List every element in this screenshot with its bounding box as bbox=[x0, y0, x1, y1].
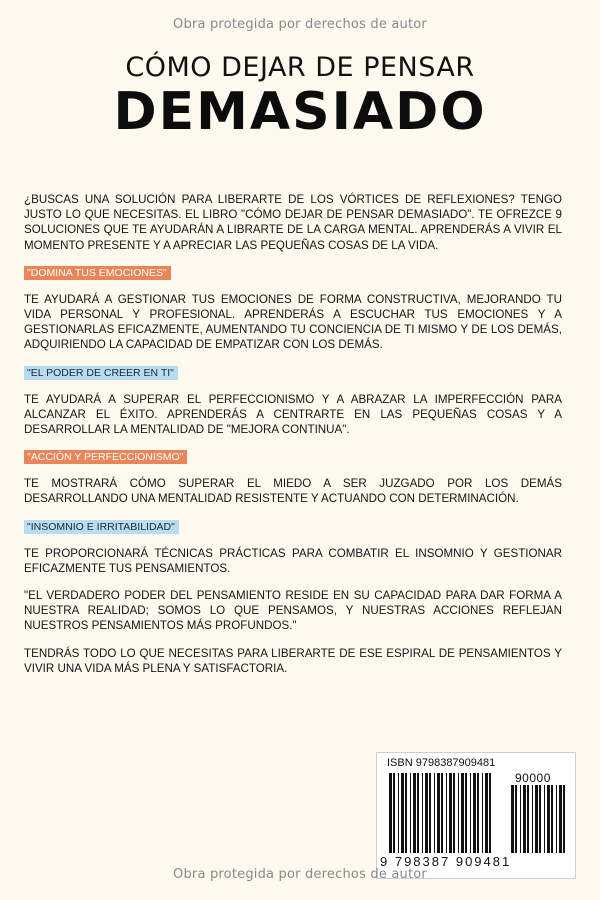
watermark-top: Obra protegida por derechos de autor bbox=[173, 17, 427, 32]
intro-paragraph: ¿BUSCAS UNA SOLUCIÓN PARA LIBERARTE DE LOS VÓRTICES DE REFLEXIONES? TENGO JUSTO LO QUE NECESITAS. EL LIBRO "CÓMO DEJAR DE PENSAR DEMASIADO". TE OFREZCE 9 SOLUCIONES QUE TE AYUDARÁN A LIBRARTE DE LA CARGA MENTAL. APRENDERÁS A VIVIR EL MOMENTO PRESENTE Y A APRECIAR LAS PEQUEÑAS COSAS DE LA VIDA. bbox=[24, 193, 562, 252]
title-line-1: CÓMO DEJAR DE PENSAR bbox=[125, 52, 475, 83]
watermark-bottom: Obra protegida por derechos de autor bbox=[173, 867, 427, 882]
isbn-digits: 9 798387 909481 bbox=[380, 854, 512, 869]
closing-paragraph: TENDRÁS TODO LO QUE NECESITAS PARA LIBERARTE DE ESE ESPIRAL DE PENSAMIENTOS Y VIVIR UNA VIDA MÁS PLENA Y SATISFACTORIA. bbox=[24, 646, 562, 675]
isbn-label: ISBN 9798387909481 bbox=[387, 757, 496, 769]
section-text-creer: TE AYUDARÁ A SUPERAR EL PERFECCIONISMO Y A ABRAZAR LA IMPERFECCIÓN PARA ALCANZAR EL ÉXITO. APRENDERÁS A CENTRARTE EN LAS PEQUEÑAS COSAS Y A DESARROLLAR LA MENTALIDAD DE "MEJORA CONTINUA". bbox=[24, 392, 562, 437]
back-cover-text bbox=[24, 192, 562, 688]
price-code: 90000 bbox=[515, 771, 551, 785]
section-text-accion: TE MOSTRARÁ CÓMO SUPERAR EL MIEDO A SER JUZGADO POR LOS DEMÁS DESARROLLANDO UNA MENTALIDAD RESISTENTE Y ACTUANDO CON DETERMINACIÓN. bbox=[24, 477, 562, 506]
isbn-barcode bbox=[376, 752, 576, 879]
section-text-emociones: TE AYUDARÁ A GESTIONAR TUS EMOCIONES DE FORMA CONSTRUCTIVA, MEJORANDO TU VIDA PERSONAL Y PROFESIONAL. APRENDERÁS A ESCUCHAR TUS EMOCIONES Y A GESTIONARLAS EFICAZMENTE, AUMENTANDO TU CONCIENCIA DE TI MISMO Y DE LOS DEMÁS, ADQUIRIENDO LA CAPACIDAD DE EMPATIZAR CON LOS DEMÁS. bbox=[24, 292, 562, 352]
section-tag-insomnio: "INSOMNIO E IRRITABILIDAD" bbox=[24, 520, 179, 534]
section-tag-emociones: "DOMINA TUS EMOCIONES" bbox=[24, 266, 171, 280]
title-line-2: DEMASIADO bbox=[113, 82, 487, 142]
section-tag-creer: "EL PODER DE CREER EN TI" bbox=[24, 366, 178, 380]
section-tag-accion: "ACCIÓN Y PERFECCIONISMO" bbox=[24, 450, 187, 464]
quote-paragraph: "EL VERDADERO PODER DEL PENSAMIENTO RESIDE EN SU CAPACIDAD PARA DAR FORMA A NUESTRA REALIDAD; SOMOS LO QUE PENSAMOS, Y NUESTRAS ACCIONES REFLEJAN NUESTROS PENSAMIENTOS MÁS PROFUNDOS." bbox=[24, 589, 562, 633]
section-text-insomnio: TE PROPORCIONARÁ TÉCNICAS PRÁCTICAS PARA COMBATIR EL INSOMNIO Y GESTIONAR EFICAZMENTE TUS PENSAMIENTOS. bbox=[24, 546, 562, 575]
